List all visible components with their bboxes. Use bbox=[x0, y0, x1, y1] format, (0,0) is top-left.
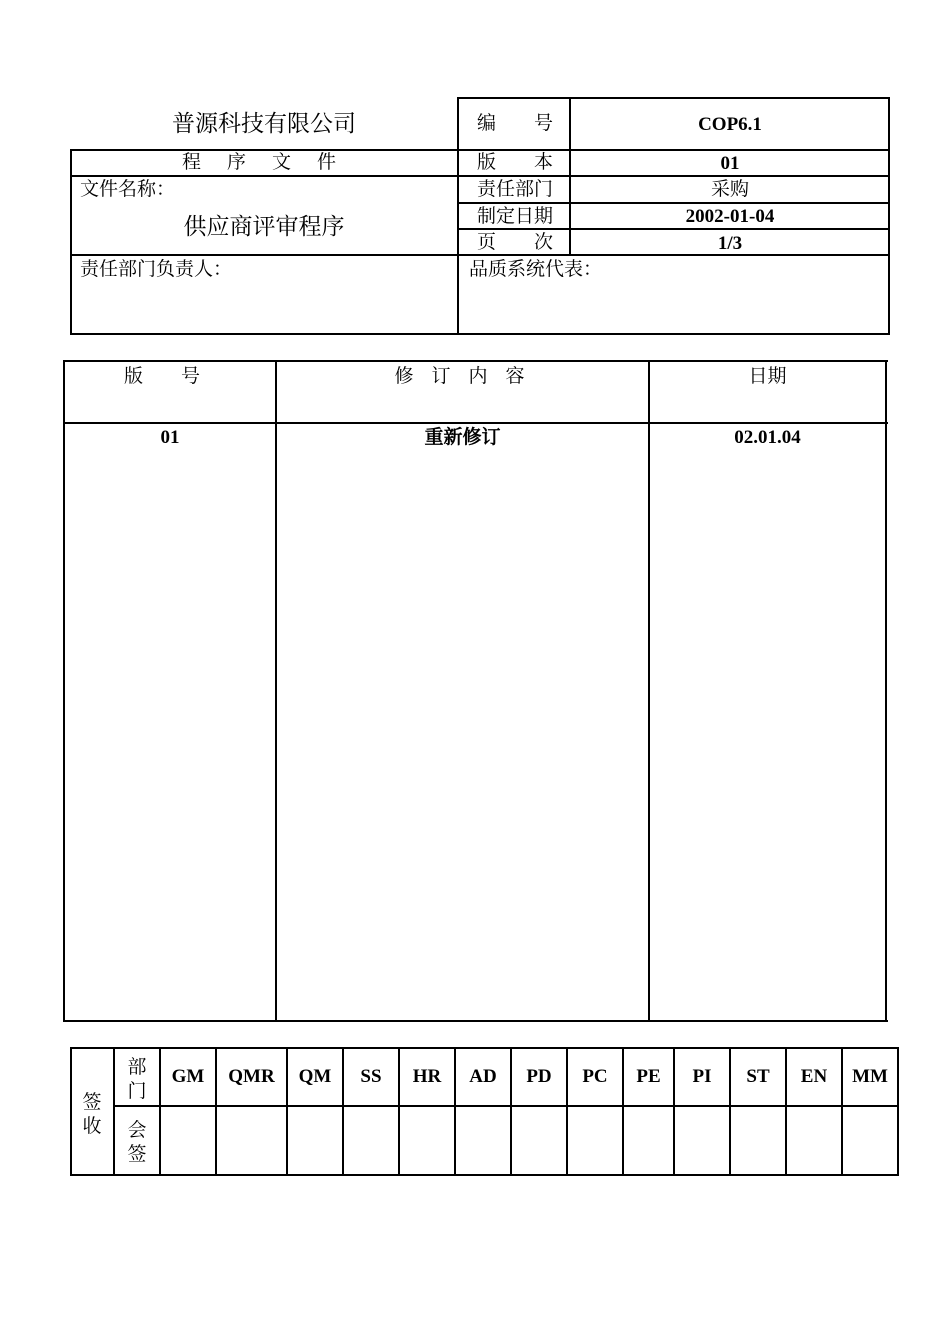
countersign-label: 会签 bbox=[127, 1119, 147, 1165]
col-header-date: 日期 bbox=[748, 365, 787, 387]
dept-qmr: QMR bbox=[228, 1066, 275, 1087]
field-value-date: 2002-01-04 bbox=[685, 206, 775, 227]
field-label-version: 版 本 bbox=[477, 151, 553, 173]
dept-st: ST bbox=[746, 1066, 770, 1087]
row-date: 02.01.04 bbox=[734, 427, 801, 448]
col-header-version: 版 号 bbox=[124, 365, 200, 387]
responsible-head-label: 责任部门负责人： bbox=[80, 258, 233, 280]
field-value-number: COP6.1 bbox=[698, 114, 762, 135]
field-label-page: 页 次 bbox=[477, 231, 553, 253]
dept-label: 部门 bbox=[127, 1056, 147, 1102]
row-content: 重新修订 bbox=[424, 426, 501, 448]
file-name: 供应商评审程序 bbox=[183, 214, 345, 240]
dept-pc: PC bbox=[582, 1066, 608, 1087]
company-name: 普源科技有限公司 bbox=[172, 111, 356, 137]
field-value-version: 01 bbox=[720, 153, 740, 174]
row-version: 01 bbox=[160, 427, 180, 448]
dept-hr: HR bbox=[412, 1066, 442, 1087]
quality-rep-label: 品质系统代表： bbox=[469, 258, 603, 280]
dept-pd: PD bbox=[526, 1066, 552, 1087]
dept-pe: PE bbox=[636, 1066, 661, 1087]
field-label-date: 制定日期 bbox=[477, 205, 554, 227]
col-header-content: 修 订 内 容 bbox=[394, 365, 531, 387]
dept-qm: QM bbox=[298, 1066, 332, 1087]
dept-ss: SS bbox=[360, 1066, 382, 1087]
file-name-label: 文件名称： bbox=[80, 178, 176, 200]
doc-type: 程 序 文 件 bbox=[181, 151, 347, 173]
field-value-department: 采购 bbox=[710, 178, 749, 200]
receive-label: 签收 bbox=[82, 1091, 102, 1137]
field-value-page: 1/3 bbox=[717, 233, 743, 254]
dept-mm: MM bbox=[852, 1066, 888, 1087]
dept-pi: PI bbox=[692, 1066, 712, 1087]
field-label-department: 责任部门 bbox=[477, 178, 554, 200]
dept-gm: GM bbox=[171, 1066, 205, 1087]
dept-ad: AD bbox=[469, 1066, 497, 1087]
dept-en: EN bbox=[800, 1066, 828, 1087]
field-label-number: 编 号 bbox=[477, 112, 553, 134]
